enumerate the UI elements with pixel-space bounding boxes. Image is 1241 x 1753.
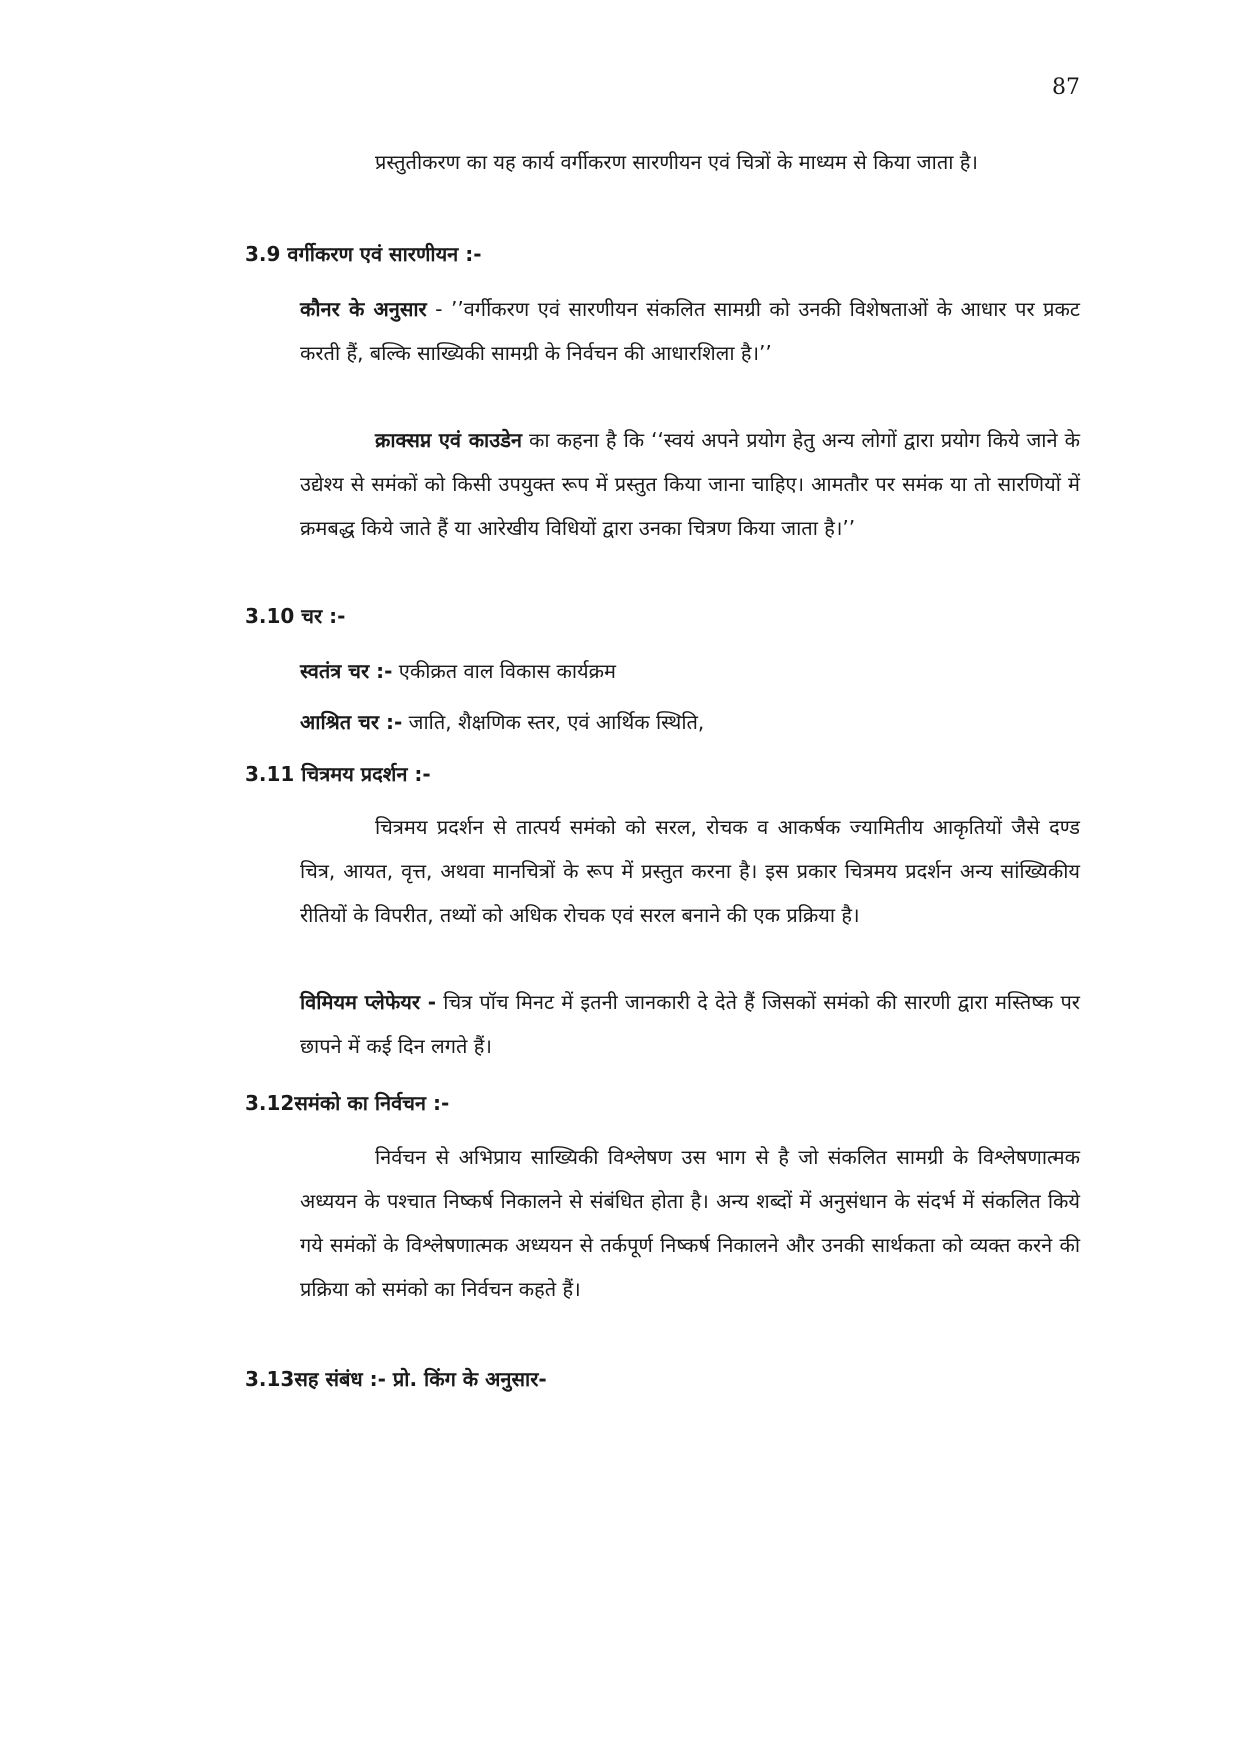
independent-variable-line [300, 649, 1080, 693]
interpretation-paragraph: निर्वचन से अभिप्राय साख्यिकी विश्लेषण उस भाग से है जो संकलित सामग्री के विश्लेषणात्मक अध्ययन के पश्चात निष्कर्ष निकालने से संबंधित होता है। अन्य शब्दों में अनुसंधान के संदर्भ में संकलित किये गये समंकों के विश्लेषणात्मक अध्ययन से तर्कपूर्ण निष्कर्ष निकालने और उनकी सार्थकता को व्यक्त करने की प्रक्रिया को समंको का निर्वचन कहते हैं। [300, 1145, 1080, 1301]
dependent-variable-label: आश्रित चर :- [300, 710, 403, 734]
heading-3-10: 3.10 चर :- [245, 604, 346, 628]
dependent-variable-text: जाति, शैक्षणिक स्तर, एवं आर्थिक स्थिति, [402, 710, 705, 734]
croxton-cowden-label: क्राक्सप्न एवं काउडेन [375, 428, 522, 452]
playfair-label: विमियम प्लेफेयर - [300, 990, 437, 1014]
konar-label: कौनर के अनुसार [300, 297, 427, 321]
heading-3-9: 3.9 वर्गीकरण एवं सारणीयन :- [245, 242, 482, 266]
heading-3-12: 3.12समंको का निर्वचन :- [245, 1091, 450, 1115]
croxton-cowden-paragraph [300, 418, 1080, 550]
independent-variable-text: एकीक्रत वाल विकास कार्यक्रम [392, 659, 616, 683]
playfair-text: चित्र पॉच मिनट में इतनी जानकारी दे देते हैं जिसकों समंको की सारणी द्वारा मस्तिष्क पर छापने में कई दिन लगते हैं। [300, 990, 1080, 1058]
heading-3-13: 3.13सह संबंध :- प्रो. किंग के अनुसार- [245, 1367, 547, 1391]
independent-variable-label: स्वतंत्र चर :- [300, 659, 393, 683]
intro-paragraph: प्रस्तुतीकरण का यह कार्य वर्गीकरण सारणीयन एवं चित्रों के माध्यम से किया जाता है। [375, 150, 978, 174]
playfair-paragraph [300, 980, 1080, 1068]
heading-3-11: 3.11 चित्रमय प्रदर्शन :- [245, 762, 431, 786]
dependent-variable-line [300, 700, 1080, 744]
konar-quote-paragraph [300, 287, 1080, 375]
page-number: 87 [1052, 75, 1080, 100]
croxton-cowden-text: का कहना है कि ‘‘स्वयं अपने प्रयोग हेतु अन्य लोगों द्वारा प्रयोग किये जाने के उद्येश्य से समंकों को किसी उपयुक्त रूप में प्रस्तुत किया जाना चाहिए। आमतौर पर समंक या तो सारणियों में क्रमबद्ध किये जाते हैं या आरेखीय विधियों द्वारा उनका चित्रण किया जाता है।’’ [300, 428, 1080, 540]
pictorial-presentation-paragraph: चित्रमय प्रदर्शन से तात्पर्य समंको को सरल, रोचक व आकर्षक ज्यामितीय आकृतियों जैसे दण्ड चित्र, आयत, वृत्त, अथवा मानचित्रों के रूप में प्रस्तुत करना है। इस प्रकार चित्रमय प्रदर्शन अन्य सांख्यिकीय रीतियों के विपरीत, तथ्यों को अधिक रोचक एवं सरल बनाने की एक प्रक्रिया है। [300, 815, 1080, 927]
konar-quote-text: - ’’वर्गीकरण एवं सारणीयन संकलित सामग्री को उनकी विशेषताओं के आधार पर प्रकट करती हैं, बल्कि साख्यिकी सामग्री के निर्वचन की आधारशिला है।’’ [300, 297, 1080, 365]
